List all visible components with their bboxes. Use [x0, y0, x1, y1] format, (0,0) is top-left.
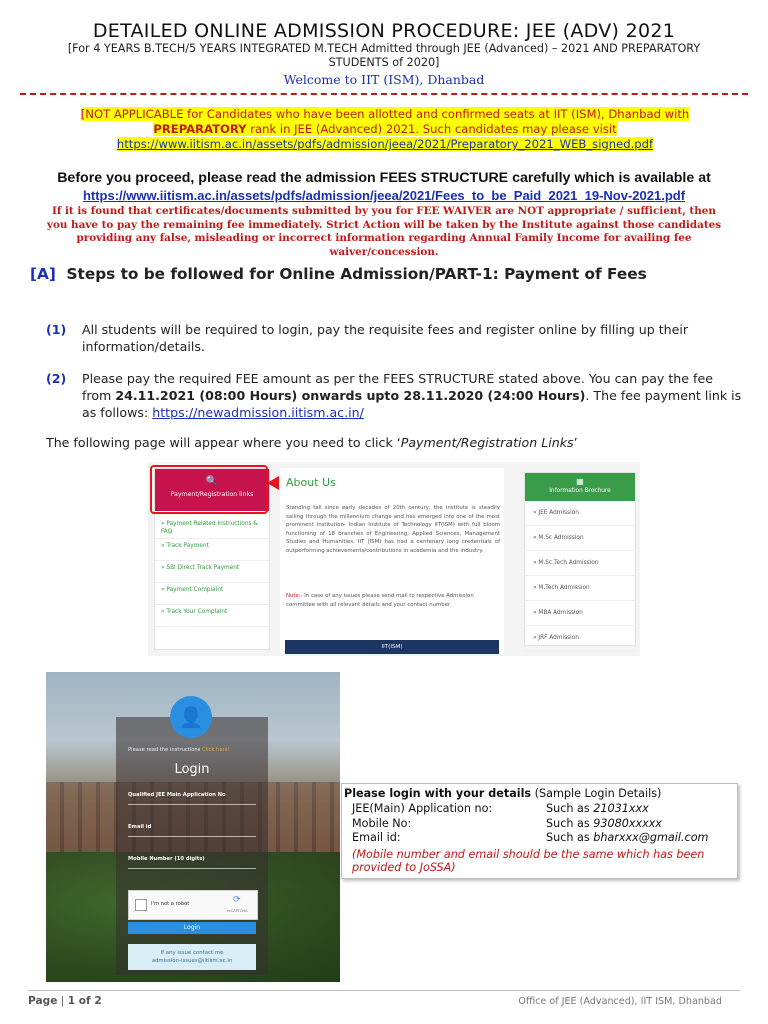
payment-links-list [155, 517, 269, 627]
payment-link[interactable]: https://newadmission.iitism.ac.in/ [152, 405, 364, 420]
step-2-text-b: . The fee payment link is as follows: [82, 388, 742, 420]
notice-text-1: [NOT APPLICABLE for Candidates who have been allotted and confirmed seats at IIT (ISM), Dhanbad with [80, 107, 690, 121]
recaptcha-icon: ⟳ [233, 895, 241, 905]
sample-row-prefix: Such as [546, 831, 594, 844]
field-underline [128, 836, 256, 837]
about-us-title: About Us [286, 476, 336, 489]
page-separator: | [57, 995, 68, 1007]
login-button[interactable]: Login [128, 922, 256, 934]
captcha-checkbox[interactable] [135, 899, 147, 911]
email-field[interactable]: Email id [128, 824, 152, 830]
sample-row-prefix: Such as [546, 817, 594, 830]
preparatory-link[interactable]: https://www.iitism.ac.in/assets/pdfs/admission/jeea/2021/Preparatory_2021_WEB_signed.pdf [116, 137, 654, 151]
fees-structure-heading: Before you proceed, please read the admission FEES STRUCTURE carefully which is available at [57, 170, 711, 186]
iitism-bar: IIT(ISM) [285, 640, 499, 654]
brochure-item[interactable]: » JEE Admission [525, 501, 635, 526]
sample-login-note: (Mobile number and email should be the same which has been provided to JoSSA) [352, 848, 705, 874]
sample-login-box [341, 783, 738, 879]
brochure-header[interactable] [525, 473, 635, 501]
login-screenshot [46, 672, 340, 982]
brochure-item[interactable]: » M.Tech Admission [525, 576, 635, 601]
sample-row-value: 93080xxxxx [593, 817, 662, 830]
step-2-dates: 24.11.2021 (08:00 Hours) onwards upto 28.11.2020 (24:00 Hours) [115, 388, 586, 403]
notice-text-2: rank in JEE (Advanced) 2021. Such candidates may please visit [246, 122, 617, 136]
brochure-item[interactable]: » M.Sc.Tech Admission [525, 551, 635, 576]
step-2-text-a: Please pay the required FEE amount as per the FEES STRUCTURE stated above. You can pay the fee from [82, 371, 713, 403]
sample-login-heading [344, 787, 661, 800]
sample-row [352, 817, 662, 830]
recaptcha-brand: reCAPTCHA [227, 909, 248, 913]
step-1 [46, 321, 746, 355]
login-title: Login [174, 762, 210, 777]
application-no-field[interactable]: Qualified JEE Main Application No [128, 792, 226, 798]
section-a-label: [A] [30, 265, 56, 283]
office-footer: Office of JEE (Advanced), IIT ISM, Dhanbad [518, 996, 722, 1007]
payment-link-item[interactable]: » SBI Direct Track Payment [155, 561, 269, 583]
pointer-arrow-icon [267, 476, 279, 490]
sample-row-prefix: Such as [546, 802, 594, 815]
preparatory-notice [38, 107, 732, 152]
portal-screenshot [148, 462, 640, 656]
note-text: In case of any issues please send mail to respective Admission committee with all relevant details and your contact number. [286, 593, 474, 608]
notice-bold: PREPARATORY [153, 122, 247, 136]
click-here-link[interactable]: Click here! [202, 747, 230, 753]
sample-row-value: bharxxx@gmail.com [593, 831, 709, 844]
payment-link-item[interactable]: » Payment Related Instructions & FAQ [155, 517, 269, 539]
payment-registration-label: Payment/Registration links [170, 491, 254, 498]
step-2-number: (2) [46, 371, 67, 386]
contact-box [128, 944, 256, 970]
sample-row-label: Email id: [352, 831, 401, 844]
sample-row [352, 802, 649, 815]
page-count: 1 of 2 [67, 995, 102, 1007]
contact-line-1: If any issue contact me [160, 950, 224, 956]
section-a-title: Steps to be followed for Online Admission/PART-1: Payment of Fees [66, 265, 647, 283]
sample-heading-bold: Please login with your details [344, 787, 532, 800]
page-subtitle: [For 4 YEARS B.TECH/5 YEARS INTEGRATED M.TECH Admitted through JEE (Advanced) – 2021 AND PREPARATORY STUDENTS of 2020] [67, 42, 701, 69]
brochure-item[interactable]: » JRF Admission [525, 626, 635, 651]
step-1-text: All students will be required to login, pay the requisite fees and register online by filling up their information/details. [82, 322, 689, 354]
note-label: Note:- [286, 593, 303, 599]
payment-link-item[interactable]: » Track Your Complaint [155, 605, 269, 627]
instructions-text: Please read the instructions [128, 747, 203, 753]
calendar-icon: ▦ [576, 477, 584, 486]
follow-end: ’ [573, 435, 578, 450]
sample-row-label: JEE(Main) Application no: [352, 802, 493, 815]
follow-instruction [46, 435, 746, 450]
section-a-heading [30, 263, 740, 285]
brochure-label: Information Brochure [549, 488, 611, 494]
page-number [28, 995, 102, 1007]
sample-row-value: 21031xxx [593, 802, 649, 815]
footer-divider [28, 990, 740, 991]
brochure-item[interactable]: » M.Sc Admission [525, 526, 635, 551]
field-underline [128, 868, 256, 869]
brochure-panel [524, 472, 636, 646]
sample-row [352, 831, 709, 844]
recaptcha-widget [128, 890, 258, 920]
payment-link-item[interactable]: » Payment Complaint [155, 583, 269, 605]
fees-structure-link[interactable]: https://www.iitism.ac.in/assets/pdfs/admission/jeea/2021/Fees_to_be_Paid_2021_19-Nov-2021.pdf [82, 188, 686, 203]
contact-email: admission-issues@iitism.ac.in [151, 958, 233, 964]
follow-italic: Payment/Registration Links [400, 435, 574, 450]
about-us-text: Standing tall since early decades of 20th century, the institute is steadily sailing through the millennium change and has emerged into one of the most prominent institution- Indian Institute of Technology IIT(ISM) with full bloom functioning of 18 branches of Engineering, Applied Sciences, Management Studies and Humanities. IIT (ISM) has had a centenary long credentials of outperforming achievements/contributions in academia and the industry. [286, 505, 500, 554]
brochure-list [525, 501, 635, 651]
fee-waiver-warning: If it is found that certificates/documents submitted by you for FEE WAIVER are NOT appropriate / sufficient, then you have to pay the remaining fee immediately. Strict Action will be taken by the Institute against those candidates providing any false, misleading or incorrect information regarding Annual Family Income for availing fee waiver/concession. [46, 205, 722, 258]
about-us-note [286, 592, 500, 609]
search-icon: 🔍 [205, 476, 219, 487]
captcha-label: I'm not a robot [151, 901, 190, 907]
login-instructions [128, 747, 230, 753]
about-us-panel [280, 468, 504, 654]
payment-link-item[interactable]: » Track Payment [155, 539, 269, 561]
highlight-box [150, 465, 268, 514]
user-avatar-icon: 👤 [170, 696, 212, 738]
welcome-text: Welcome to IIT (ISM), Dhanbad [283, 72, 485, 87]
sample-row-label: Mobile No: [352, 817, 412, 830]
login-panel [116, 717, 268, 975]
follow-text: The following page will appear where you need to click ‘ [46, 435, 401, 450]
field-underline [128, 804, 256, 805]
sample-heading-rest: (Sample Login Details) [531, 787, 662, 800]
dashed-divider [20, 93, 748, 95]
page-title: DETAILED ONLINE ADMISSION PROCEDURE: JEE (ADV) 2021 [92, 20, 676, 42]
step-1-number: (1) [46, 322, 67, 337]
brochure-item[interactable]: » MBA Admission [525, 601, 635, 626]
step-2 [46, 370, 746, 421]
mobile-field[interactable]: Mobile Number (10 digits) [128, 856, 205, 862]
page-label: Page [28, 995, 58, 1007]
